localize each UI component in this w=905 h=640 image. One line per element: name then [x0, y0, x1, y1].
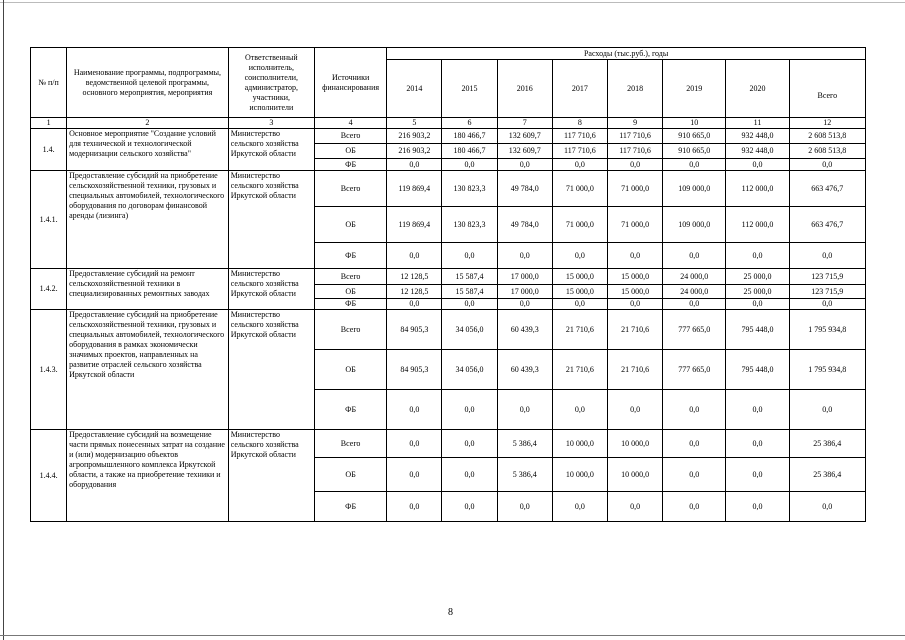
measure-name: Предоставление субсидий на ремонт сельскохозяйственной техники в специализированных ремонтных заводах: [67, 269, 229, 310]
year-value: 0,0: [663, 492, 726, 522]
total-value: 123 715,9: [789, 269, 865, 285]
year-value: 0,0: [726, 159, 789, 171]
year-value: 117 710,6: [552, 129, 607, 144]
year-value: 71 000,0: [607, 171, 662, 207]
year-value: 0,0: [552, 492, 607, 522]
year-value: 0,0: [497, 159, 552, 171]
year-value: 0,0: [663, 299, 726, 310]
year-value: 795 448,0: [726, 310, 789, 350]
year-value: 15 000,0: [552, 269, 607, 285]
column-number: 12: [789, 118, 865, 129]
year-value: 15 000,0: [552, 285, 607, 299]
year-value: 777 665,0: [663, 350, 726, 390]
year-value: 777 665,0: [663, 310, 726, 350]
column-number: 9: [607, 118, 662, 129]
year-value: 0,0: [607, 390, 662, 430]
year-value: 49 784,0: [497, 171, 552, 207]
year-value: 0,0: [387, 243, 442, 269]
funding-source: ОБ: [314, 144, 386, 159]
year-value: 0,0: [442, 492, 497, 522]
column-number: 2: [67, 118, 229, 129]
year-value: 0,0: [726, 492, 789, 522]
year-value: 910 665,0: [663, 144, 726, 159]
year-value: 84 905,3: [387, 350, 442, 390]
year-value: 0,0: [552, 390, 607, 430]
year-value: 25 000,0: [726, 285, 789, 299]
year-value: 932 448,0: [726, 129, 789, 144]
row-number: 1.4.2.: [31, 269, 67, 310]
year-value: 34 056,0: [442, 350, 497, 390]
year-value: 117 710,6: [607, 144, 662, 159]
funding-source: Всего: [314, 310, 386, 350]
year-value: 21 710,6: [552, 350, 607, 390]
year-value: 0,0: [497, 243, 552, 269]
year-header: 2017: [552, 60, 607, 118]
responsible-executor: Министерство сельского хозяйства Иркутской области: [228, 171, 314, 269]
total-value: 25 386,4: [789, 458, 865, 492]
year-value: 0,0: [726, 243, 789, 269]
year-value: 132 609,7: [497, 144, 552, 159]
resp-col-header: Ответственный исполнитель, соисполнители, администратор, участники, исполнители: [228, 48, 314, 118]
table-row: [31, 129, 866, 144]
year-value: 12 128,5: [387, 285, 442, 299]
total-value: 0,0: [789, 390, 865, 430]
year-header: 2014: [387, 60, 442, 118]
year-value: 5 386,4: [497, 430, 552, 458]
total-value: 1 795 934,8: [789, 350, 865, 390]
year-value: 132 609,7: [497, 129, 552, 144]
year-value: 21 710,6: [552, 310, 607, 350]
year-value: 0,0: [497, 492, 552, 522]
year-value: 0,0: [497, 390, 552, 430]
year-value: 0,0: [607, 159, 662, 171]
column-numbers-row: [31, 118, 866, 129]
year-value: 10 000,0: [607, 458, 662, 492]
funding-source: ФБ: [314, 159, 386, 171]
year-header: 2018: [607, 60, 662, 118]
total-value: 2 608 513,8: [789, 144, 865, 159]
funding-source: ОБ: [314, 458, 386, 492]
responsible-executor: Министерство сельского хозяйства Иркутской области: [228, 310, 314, 430]
year-value: 10 000,0: [607, 430, 662, 458]
year-value: 0,0: [552, 159, 607, 171]
year-header: 2020: [726, 60, 789, 118]
year-value: 0,0: [663, 458, 726, 492]
funding-source: Всего: [314, 269, 386, 285]
funding-source: ФБ: [314, 492, 386, 522]
total-value: 663 476,7: [789, 171, 865, 207]
year-value: 0,0: [387, 299, 442, 310]
column-number: 3: [228, 118, 314, 129]
year-value: 34 056,0: [442, 310, 497, 350]
year-value: 117 710,6: [607, 129, 662, 144]
year-value: 71 000,0: [552, 207, 607, 243]
table-row: [31, 269, 866, 285]
year-value: 0,0: [387, 430, 442, 458]
year-value: 0,0: [442, 458, 497, 492]
year-value: 130 823,3: [442, 171, 497, 207]
year-value: 0,0: [387, 390, 442, 430]
total-value: 663 476,7: [789, 207, 865, 243]
year-value: 15 587,4: [442, 285, 497, 299]
num-col-header: № п/п: [31, 48, 67, 118]
year-value: 0,0: [497, 299, 552, 310]
year-value: 17 000,0: [497, 269, 552, 285]
year-value: 0,0: [552, 299, 607, 310]
funding-source: ОБ: [314, 207, 386, 243]
total-value: 2 608 513,8: [789, 129, 865, 144]
year-value: 0,0: [607, 299, 662, 310]
year-value: 0,0: [442, 299, 497, 310]
year-value: 932 448,0: [726, 144, 789, 159]
year-value: 0,0: [387, 458, 442, 492]
year-value: 216 903,2: [387, 129, 442, 144]
column-number: 7: [497, 118, 552, 129]
column-number: 10: [663, 118, 726, 129]
year-value: 0,0: [663, 430, 726, 458]
measure-name: Предоставление субсидий на приобретение сельскохозяйственной техники, грузовых и специальных автомобилей, технологического оборудования в рамках экономически значимых проектов, направленных на развитие отраслей сельского хозяйства Иркутской области: [67, 310, 229, 430]
responsible-executor: Министерство сельского хозяйства Иркутской области: [228, 269, 314, 310]
year-value: 112 000,0: [726, 171, 789, 207]
funding-source: ОБ: [314, 350, 386, 390]
year-value: 130 823,3: [442, 207, 497, 243]
measure-name: Предоставление субсидий на приобретение сельскохозяйственной техники, грузовых и специальных автомобилей, технологического оборудования по договорам финансовой аренды (лизинга): [67, 171, 229, 269]
year-value: 0,0: [552, 243, 607, 269]
row-number: 1.4.: [31, 129, 67, 171]
year-value: 0,0: [442, 243, 497, 269]
column-number: 1: [31, 118, 67, 129]
year-value: 71 000,0: [552, 171, 607, 207]
year-value: 10 000,0: [552, 458, 607, 492]
year-value: 15 000,0: [607, 285, 662, 299]
year-value: 21 710,6: [607, 310, 662, 350]
year-value: 0,0: [607, 492, 662, 522]
column-number: 8: [552, 118, 607, 129]
budget-table: [30, 47, 866, 522]
total-value: 25 386,4: [789, 430, 865, 458]
row-number: 1.4.1.: [31, 171, 67, 269]
year-value: 10 000,0: [552, 430, 607, 458]
funding-source: ФБ: [314, 299, 386, 310]
year-value: 21 710,6: [607, 350, 662, 390]
total-value: 0,0: [789, 492, 865, 522]
year-value: 0,0: [726, 430, 789, 458]
year-value: 0,0: [442, 390, 497, 430]
total-value: 123 715,9: [789, 285, 865, 299]
year-value: 24 000,0: [663, 285, 726, 299]
responsible-executor: Министерство сельского хозяйства Иркутской области: [228, 129, 314, 171]
expenses-header: Расходы (тыс.руб.), годы: [387, 48, 866, 60]
year-value: 0,0: [663, 159, 726, 171]
year-header: 2019: [663, 60, 726, 118]
year-value: 109 000,0: [663, 171, 726, 207]
column-number: 11: [726, 118, 789, 129]
year-value: 60 439,3: [497, 350, 552, 390]
year-value: 15 587,4: [442, 269, 497, 285]
year-value: 24 000,0: [663, 269, 726, 285]
year-value: 60 439,3: [497, 310, 552, 350]
year-value: 0,0: [387, 492, 442, 522]
year-value: 119 869,4: [387, 207, 442, 243]
row-number: 1.4.4.: [31, 430, 67, 522]
year-value: 180 466,7: [442, 144, 497, 159]
year-value: 5 386,4: [497, 458, 552, 492]
year-value: 180 466,7: [442, 129, 497, 144]
year-value: 0,0: [726, 299, 789, 310]
year-value: 910 665,0: [663, 129, 726, 144]
year-value: 117 710,6: [552, 144, 607, 159]
funding-source: Всего: [314, 171, 386, 207]
year-value: 119 869,4: [387, 171, 442, 207]
scan-bottom-edge: [0, 635, 905, 636]
year-value: 0,0: [663, 390, 726, 430]
year-value: 84 905,3: [387, 310, 442, 350]
total-value: 0,0: [789, 299, 865, 310]
total-header: Всего: [789, 60, 865, 118]
total-value: 0,0: [789, 159, 865, 171]
year-value: 15 000,0: [607, 269, 662, 285]
funding-source: ОБ: [314, 285, 386, 299]
year-value: 49 784,0: [497, 207, 552, 243]
table-row: [31, 310, 866, 350]
year-value: 12 128,5: [387, 269, 442, 285]
year-value: 0,0: [726, 458, 789, 492]
year-value: 71 000,0: [607, 207, 662, 243]
funding-source: ФБ: [314, 243, 386, 269]
year-value: 0,0: [607, 243, 662, 269]
measure-name: Основное мероприятие "Создание условий для технической и технологической модернизации сельского хозяйства": [67, 129, 229, 171]
year-value: 0,0: [663, 243, 726, 269]
year-value: 0,0: [726, 390, 789, 430]
funding-source: ФБ: [314, 390, 386, 430]
funding-source: Всего: [314, 430, 386, 458]
column-number: 6: [442, 118, 497, 129]
year-value: 0,0: [387, 159, 442, 171]
total-value: 1 795 934,8: [789, 310, 865, 350]
measure-name: Предоставление субсидий на возмещение части прямых понесенных затрат на создание и (или) модернизацию объектов агропромышленного комплекса Иркутской области, а также на приобретение техники и оборудования: [67, 430, 229, 522]
table-row: [31, 430, 866, 458]
year-value: 25 000,0: [726, 269, 789, 285]
year-value: 109 000,0: [663, 207, 726, 243]
scan-left-edge: [3, 0, 4, 640]
name-col-header: Наименование программы, подпрограммы, ведомственной целевой программы, основного мероприятия, мероприятия: [67, 48, 229, 118]
page-number: 8: [448, 607, 453, 618]
column-number: 4: [314, 118, 386, 129]
source-col-header: Источники финансирования: [314, 48, 386, 118]
row-number: 1.4.3.: [31, 310, 67, 430]
funding-source: Всего: [314, 129, 386, 144]
header-row-top: [31, 48, 866, 60]
year-value: 0,0: [442, 159, 497, 171]
year-value: 795 448,0: [726, 350, 789, 390]
year-value: 17 000,0: [497, 285, 552, 299]
year-value: 112 000,0: [726, 207, 789, 243]
total-value: 0,0: [789, 243, 865, 269]
year-header: 2016: [497, 60, 552, 118]
year-value: 0,0: [442, 430, 497, 458]
year-value: 216 903,2: [387, 144, 442, 159]
responsible-executor: Министерство сельского хозяйства Иркутской области: [228, 430, 314, 522]
year-header: 2015: [442, 60, 497, 118]
column-number: 5: [387, 118, 442, 129]
scan-top-edge: [0, 2, 905, 3]
table-row: [31, 171, 866, 207]
